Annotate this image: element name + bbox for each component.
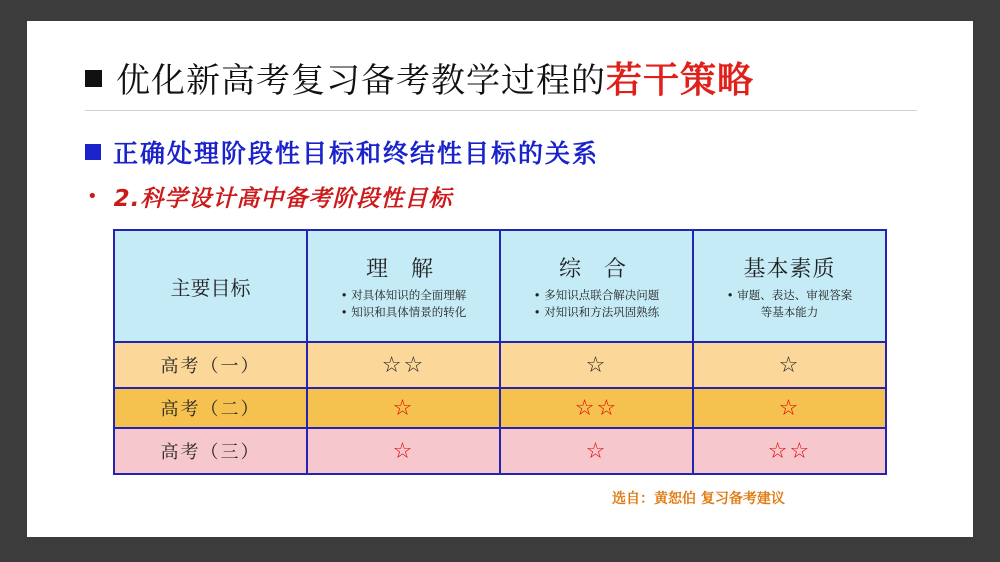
star-cell	[693, 388, 886, 428]
column-desc-line: • 多知识点联合解决问题	[533, 287, 660, 302]
subtitle	[85, 132, 599, 172]
column-header-synthesis	[500, 230, 693, 342]
corner-label: 主要目标	[170, 275, 251, 300]
star-cell	[500, 388, 693, 428]
title-divider	[85, 110, 917, 111]
star-cell	[307, 388, 500, 428]
star-cell	[500, 428, 693, 474]
subtitle-text: 正确处理阶段性目标和终结性目标的关系	[113, 139, 600, 168]
column-header-basic-quality	[693, 230, 886, 342]
square-bullet-icon	[85, 70, 102, 87]
row-label-cell	[114, 428, 307, 474]
star-icon: ☆	[778, 352, 801, 378]
dot-bullet-icon: •	[87, 185, 98, 207]
star-cell	[500, 342, 693, 388]
column-desc-line: • 知识和具体情景的转化	[340, 304, 467, 319]
column-title: 基本素质	[743, 256, 836, 282]
column-desc-line: • 对知识和方法巩固熟练	[533, 304, 660, 319]
table-row	[114, 388, 886, 428]
column-desc	[341, 287, 466, 321]
point	[87, 178, 452, 214]
star-icon: ☆	[585, 352, 608, 378]
row-label-cell	[114, 342, 307, 388]
star-icon: ☆	[585, 438, 608, 464]
row-label: 高考（二）	[160, 399, 261, 420]
star-cell	[307, 428, 500, 474]
star-icon: ☆☆	[574, 395, 619, 421]
row-label: 高考（一）	[160, 356, 261, 377]
title-main: 优化新高考复习备考教学过程的	[116, 60, 606, 101]
point-text: 2.科学设计高中备考阶段性目标	[113, 185, 453, 212]
column-desc	[727, 287, 852, 321]
star-icon: ☆☆	[381, 352, 426, 378]
column-desc-line: • 对具体知识的全面理解	[340, 287, 467, 302]
slide-title	[85, 47, 754, 107]
table-row	[114, 428, 886, 474]
column-title: 综 合	[559, 256, 634, 282]
star-icon: ☆	[392, 438, 415, 464]
slide	[27, 21, 973, 537]
column-title: 理 解	[366, 256, 441, 282]
source-note: 选自：黄恕伯 复习备考建议	[612, 491, 785, 507]
header-row	[114, 230, 886, 342]
star-icon: ☆☆	[767, 438, 812, 464]
column-desc-line: • 审题、表达、审视答案	[726, 287, 853, 302]
row-label: 高考（三）	[160, 442, 261, 463]
star-cell	[693, 428, 886, 474]
column-header-understand	[307, 230, 500, 342]
column-desc	[534, 287, 659, 321]
title-accent: 若干策略	[606, 59, 755, 101]
column-desc-line: 等基本能力	[760, 304, 819, 319]
goals-table	[113, 229, 887, 475]
square-bullet-icon	[85, 144, 101, 160]
row-label-cell	[114, 388, 307, 428]
table-row	[114, 342, 886, 388]
star-icon: ☆	[778, 395, 801, 421]
star-cell	[693, 342, 886, 388]
star-cell	[307, 342, 500, 388]
corner-cell	[114, 230, 307, 342]
star-icon: ☆	[392, 395, 415, 421]
